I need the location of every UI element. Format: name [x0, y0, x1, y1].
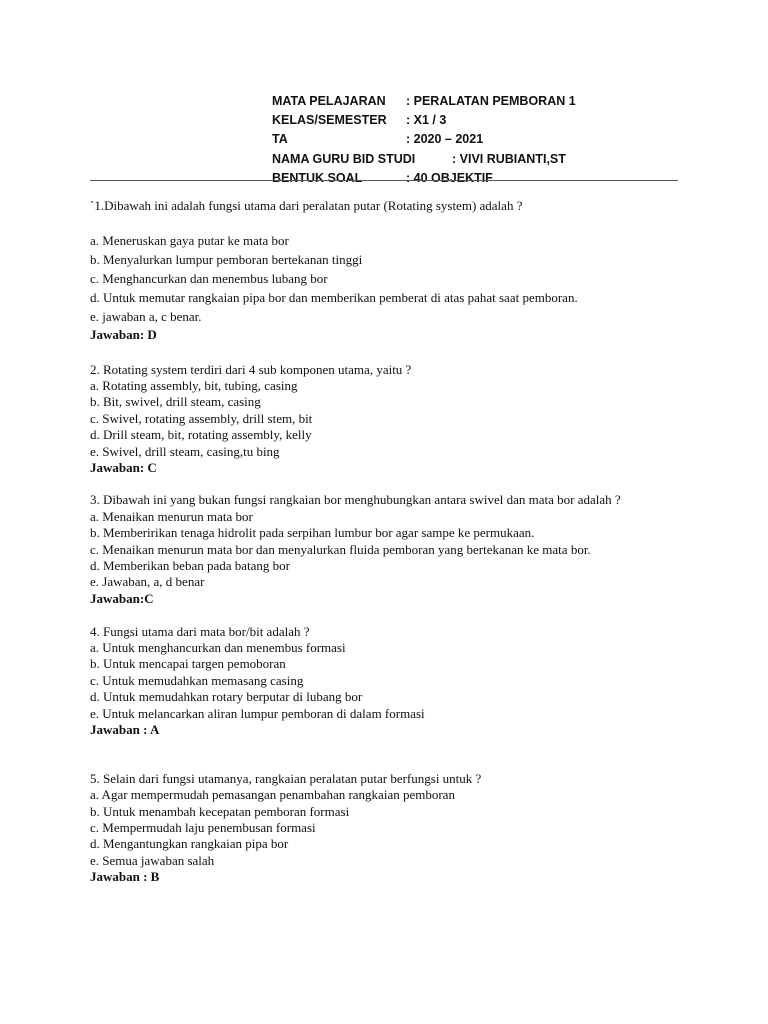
option-a: a. Agar mempermudah pemasangan penambahan rangkaian pemboran [90, 787, 455, 802]
option-c: c. Mempermudah laju penembusan formasi [90, 820, 316, 835]
question-text: `1.Dibawah ini adalah fungsi utama dari peralatan putar (Rotating system) adalah ? [90, 198, 523, 213]
header-row-type [272, 169, 692, 188]
option-c: c. Swivel, rotating assembly, drill stem, bit [90, 411, 313, 426]
header-label: KELAS/SEMESTER [272, 113, 387, 128]
header-row-class [272, 111, 692, 130]
option-b: b. Menyalurkan lumpur pemboran bertekanan tinggi [90, 252, 363, 267]
header-value: : VIVI RUBIANTI,ST [452, 151, 566, 166]
option-b: b. Untuk menambah kecepatan pemboran formasi [90, 804, 350, 819]
header-value: : 2020 – 2021 [406, 132, 484, 147]
header-row-year [272, 130, 692, 149]
option-d: d. Drill steam, bit, rotating assembly, kelly [90, 427, 312, 442]
question-text: 3. Dibawah ini yang bukan fungsi rangkaian bor menghubungkan antara swivel dan mata bor adalah ? [90, 492, 621, 507]
answer-key: Jawaban : A [90, 722, 160, 737]
header-divider [90, 180, 678, 181]
question-text: 2. Rotating system terdiri dari 4 sub komponen utama, yaitu ? [90, 362, 412, 377]
option-e: e. jawaban a, c benar. [90, 309, 202, 324]
question-text: 5. Selain dari fungsi utamanya, rangkaian peralatan putar berfungsi untuk ? [90, 771, 482, 786]
option-a: a. Untuk menghancurkan dan menembus formasi [90, 640, 346, 655]
header-label: TA [272, 132, 288, 147]
option-b: b. Bit, swivel, drill steam, casing [90, 394, 261, 409]
answer-key: Jawaban:C [90, 591, 154, 606]
header-value: : X1 / 3 [406, 113, 447, 128]
option-e: e. Jawaban, a, d benar [90, 574, 205, 589]
option-e: e. Swivel, drill steam, casing,tu bing [90, 444, 280, 459]
document-header [272, 92, 692, 188]
option-b: b. Untuk mencapai targen pemoboran [90, 656, 286, 671]
header-row-teacher [272, 150, 692, 169]
answer-key: Jawaban: C [90, 460, 157, 475]
header-value: : 40 OBJEKTIF [406, 170, 493, 185]
option-d: d. Untuk memutar rangkaian pipa bor dan memberikan pemberat di atas pahat saat pemboran. [90, 290, 578, 305]
option-d: d. Untuk memudahkan rotary berputar di lubang bor [90, 689, 363, 704]
answer-key: Jawaban : B [90, 869, 160, 884]
option-c: c. Menaikan menurun mata bor dan menyalurkan fluida pemboran yang bertekanan ke mata bor. [90, 542, 591, 557]
header-label: NAMA GURU BID STUDI [272, 151, 416, 166]
header-row-subject [272, 92, 692, 111]
option-a: a. Rotating assembly, bit, tubing, casing [90, 378, 298, 393]
header-label: BENTUK SOAL [272, 170, 363, 185]
header-label: MATA PELAJARAN [272, 94, 386, 108]
option-b: b. Memberirikan tenaga hidrolit pada serpihan lumbur bor agar sampe ke permukaan. [90, 525, 535, 540]
option-a: a. Menaikan menurun mata bor [90, 509, 253, 524]
option-e: e. Untuk melancarkan aliran lumpur pemboran di dalam formasi [90, 706, 425, 721]
header-value: : PERALATAN PEMBORAN 1 [406, 94, 576, 108]
option-a: a. Meneruskan gaya putar ke mata bor [90, 233, 289, 248]
answer-key: Jawaban: D [90, 327, 157, 342]
option-d: d. Memberikan beban pada batang bor [90, 558, 290, 573]
option-d: d. Mengantungkan rangkaian pipa bor [90, 836, 289, 851]
option-e: e. Semua jawaban salah [90, 853, 215, 868]
option-c: c. Untuk memudahkan memasang casing [90, 673, 304, 688]
question-text: 4. Fungsi utama dari mata bor/bit adalah ? [90, 624, 310, 639]
option-c: c. Menghancurkan dan menembus lubang bor [90, 271, 328, 286]
